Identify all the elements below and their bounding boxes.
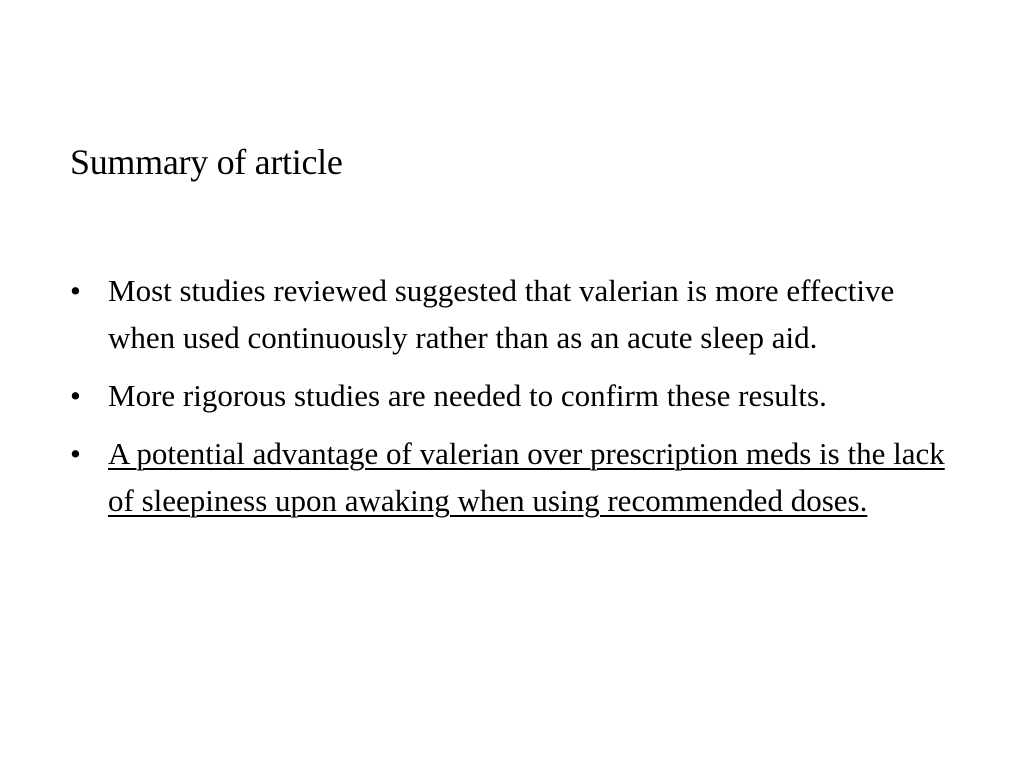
slide-title: Summary of article (70, 142, 343, 182)
bullet-text: Most studies reviewed suggested that valerian is more effective when used continuously rather than as an acute sleep aid. (108, 273, 895, 355)
bullet-item (70, 372, 950, 419)
bullet-icon: • (70, 273, 81, 308)
bullet-text-underlined: A potential advantage of valerian over prescription meds is the lack of sleepiness upon awaking when using recommended doses. (108, 436, 945, 518)
bullet-item (70, 267, 950, 361)
bullet-list (70, 267, 950, 535)
bullet-icon: • (70, 378, 81, 413)
bullet-item (70, 430, 950, 524)
bullet-icon: • (70, 436, 81, 471)
bullet-text: More rigorous studies are needed to confirm these results. (108, 378, 827, 413)
